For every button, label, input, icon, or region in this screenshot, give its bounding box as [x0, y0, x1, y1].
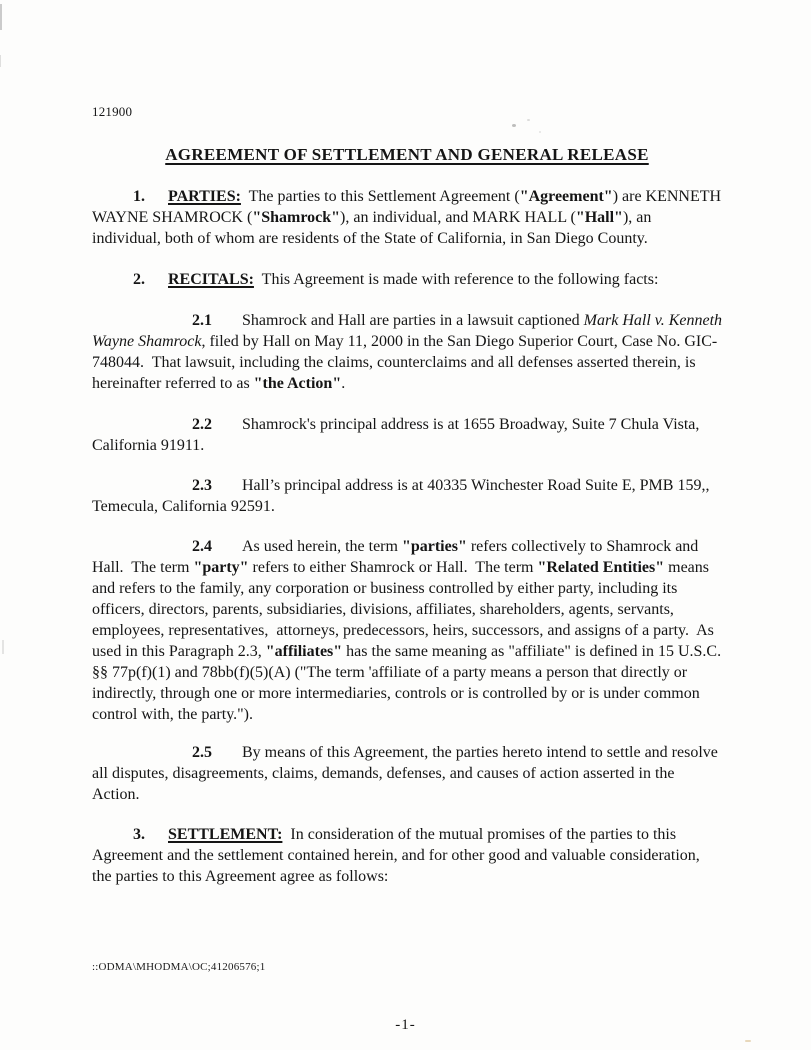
paragraph-2-2: [92, 414, 722, 456]
paragraph-number: 2.3: [192, 477, 212, 494]
paragraph-number: 2.5: [192, 744, 212, 761]
agreement-paragraphs: [92, 186, 727, 887]
scan-artifact: [527, 119, 530, 121]
paragraph-number: 2.2: [192, 416, 212, 433]
paragraph-number: 2.1: [192, 312, 212, 329]
paragraph-text: PARTIES: The parties to this Settlement Agreement ("Agreement") are KENNETH WAYNE SHAMROCK ("Shamrock"), an individual, and MARK HALL ("Hall"), an individual, both of whom are residents of the State of California, in San Diego County.: [92, 188, 725, 247]
scan-artifact: [2, 640, 4, 654]
scan-artifact: [539, 131, 541, 133]
paragraph-text: Shamrock and Hall are parties in a lawsuit captioned Mark Hall v. Kenneth Wayne Shamrock, filed by Hall on May 11, 2000 in the San Diego Superior Court, Case No. GIC-748044. That lawsuit, including the claims, counterclaims and all defenses asserted therein, is hereinafter referred to as "the Action".: [92, 312, 727, 392]
scan-artifact: [745, 1040, 751, 1042]
paragraph-2-3: [92, 475, 722, 517]
paragraph-text: Shamrock's principal address is at 1655 Broadway, Suite 7 Chula Vista, California 91911.: [92, 416, 704, 454]
scan-artifact: [512, 124, 516, 127]
paragraph-2-4: [92, 536, 726, 725]
document-title: [92, 144, 722, 165]
scan-artifact: [0, 55, 1, 67]
paragraph-text: By means of this Agreement, the parties hereto intend to settle and resolve all disputes, disagreements, claims, demands, defenses, and causes of action asserted in the Action.: [92, 744, 722, 803]
document-control-number: 121900: [92, 104, 133, 119]
paragraph-2-1: [92, 310, 727, 394]
paragraph-1: [92, 186, 725, 249]
paragraph-text: Hall’s principal address is at 40335 Winchester Road Suite E, PMB 159,, Temecula, California 92591.: [92, 477, 714, 515]
footer-doc-id: ::ODMA\MHODMA\OC;41206576;1: [92, 961, 266, 973]
paragraph-number: 3.: [133, 826, 145, 843]
scan-artifact: [0, 4, 2, 30]
paragraph-text: RECITALS: This Agreement is made with reference to the following facts:: [168, 271, 659, 288]
page-number: -1-: [395, 1017, 416, 1033]
paragraph-number: 2.4: [192, 538, 212, 555]
paragraph-3: [92, 824, 722, 887]
document-title-text: AGREEMENT OF SETTLEMENT AND GENERAL RELEASE: [165, 145, 649, 164]
paragraph-number: 1.: [133, 188, 145, 205]
paragraph-text: SETTLEMENT: In consideration of the mutual promises of the parties to this Agreement and the settlement contained herein, and for other good and valuable consideration, the parties to this Agreement agree as follows:: [92, 826, 704, 885]
document-content: [92, 101, 727, 887]
paragraph-2-5: [92, 742, 722, 805]
paragraph-2: [92, 269, 722, 290]
paragraph-text: As used herein, the term "parties" refers collectively to Shamrock and Hall. The term "party" refers to either Shamrock or Hall. The term "Related Entities" means and refers to the family, any corporation or business controlled by either party, including its officers, directors, parents, subsidiaries, divisions, affiliates, shareholders, agents, servants, employees, representatives, attorneys, predecessors, heirs, successors, and assigns of a party. As used in this Paragraph 2.3, "affiliates" has the same meaning as "affiliate" is defined in 15 U.S.C. §§ 77p(f)(1) and 78bb(f)(5)(A) ("The term 'affiliate of a party means a person that directly or indirectly, through one or more intermediaries, controls or is controlled by or is under common control with, the party.").: [92, 538, 726, 723]
paragraph-number: 2.: [133, 271, 145, 288]
